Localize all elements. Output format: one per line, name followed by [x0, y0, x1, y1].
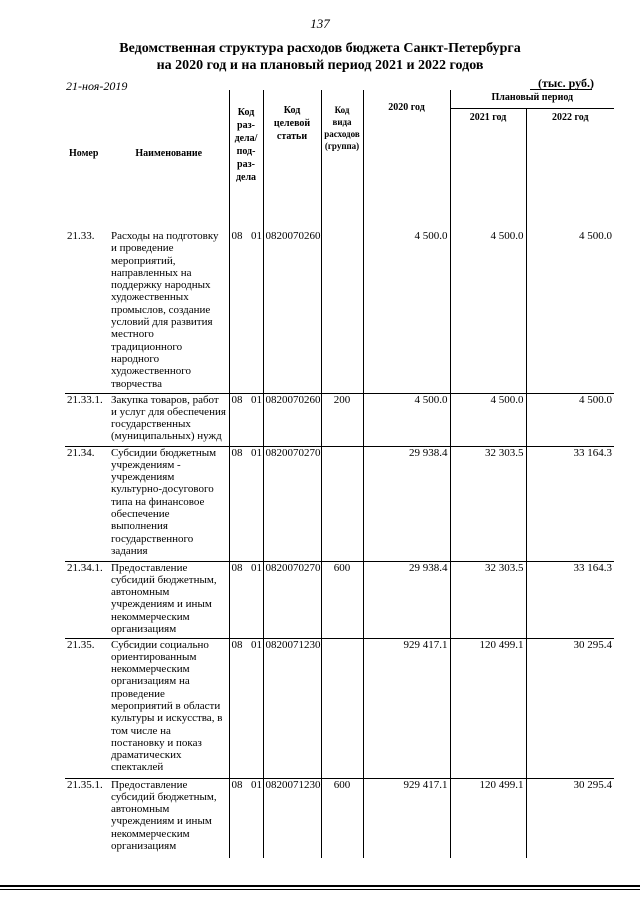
units-label: (тыс. руб.) — [538, 76, 594, 90]
footer-rule — [0, 885, 640, 887]
header-year-2022: 2022 год — [526, 108, 614, 216]
page-number: 137 — [310, 16, 330, 31]
table-row: 21.33.1. Закупка товаров, работ и услуг для обеспечения государственных (муниципальных) нужд 08 01 0820070260 200 4 500.0 4 500.0 4 500.0 — [65, 393, 614, 446]
header-section-code: Код раз- дела/ под- раз- дела — [229, 90, 263, 216]
budget-table — [65, 90, 614, 858]
header-year-2020: 2020 год — [363, 90, 450, 216]
document-title — [0, 40, 640, 74]
title-line-1: Ведомственная структура расходов бюджета Санкт-Петербурга — [119, 41, 521, 56]
table-row: 21.33. Расходы на подготовку и проведение мероприятий, направленных на поддержку народных художественных промыслов, создание условий для развития местного традиционного народного художественного творчества 08 01 0820070260 4 500.0 4 500.0 4 500.0 — [65, 230, 614, 393]
table-row: 21.35.1. Предоставление субсидий бюджетным, автономным учреждениям и иным некоммерческим организациям 08 01 0820071230 600 929 417.1 120 499.1 30 295.4 — [65, 778, 614, 858]
header-number: Номер — [69, 147, 99, 159]
table-row: 21.34.1. Предоставление субсидий бюджетным, автономным учреждениям и иным некоммерческим организациям 08 01 0820070270 600 29 938.4 32 303.5 33 164.3 — [65, 561, 614, 638]
header-planned-period: Плановый период — [450, 90, 614, 108]
header-year-2021: 2021 год — [450, 108, 526, 216]
title-line-2: на 2020 год и на плановый период 2021 и 2022 годов — [156, 58, 484, 73]
header-expense-type-code: Код вида расходов (группа) — [321, 90, 363, 216]
footer-rule-thin — [0, 889, 640, 890]
header-target-code: Код целевой статьи — [263, 90, 321, 216]
table-row: 21.35. Субсидии социально ориентированным некоммерческим организациям на проведение мероприятий в области культуры и искусства, в том числе на постановку и показ драматических спектаклей 08 01 0820071230 929 417.1 120 499.1 30 295.4 — [65, 638, 614, 778]
spacer-row — [65, 216, 614, 230]
document-date: 21-ноя-2019 — [66, 79, 128, 93]
header-name: Наименование — [135, 147, 203, 159]
table-row: 21.34. Субсидии бюджетным учреждениям - учреждениям культурно-досугового типа на финансовое обеспечение выполнения государственного задания 08 01 0820070270 29 938.4 32 303.5 33 164.3 — [65, 446, 614, 561]
